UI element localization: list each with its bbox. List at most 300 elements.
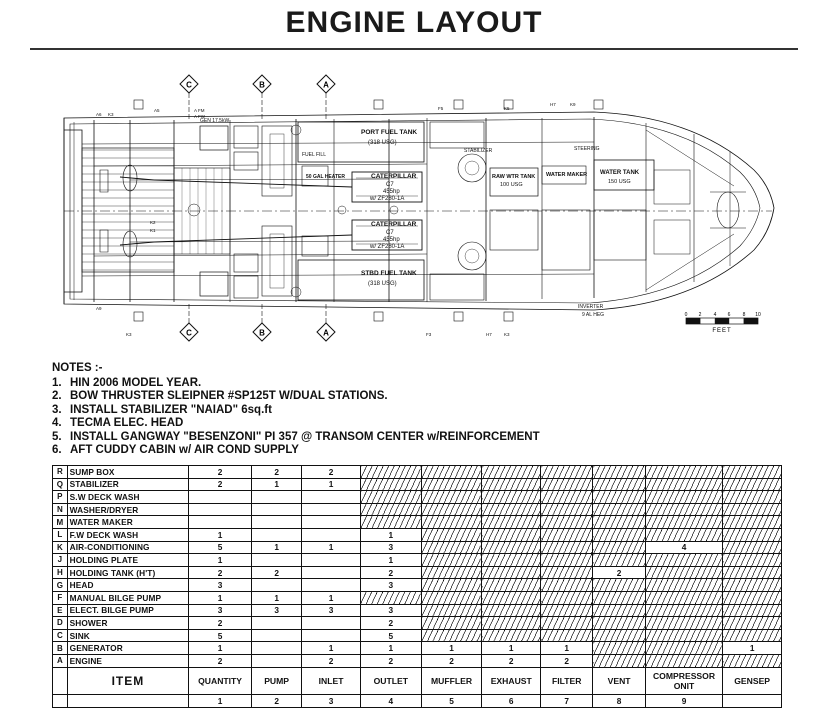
cell: 1 [252, 478, 302, 491]
row-item: SINK [67, 629, 189, 642]
column-number: 2 [252, 694, 302, 707]
cell [541, 591, 593, 604]
cell: 5 [360, 629, 421, 642]
label-engine-1-hp: 455hp [383, 189, 400, 195]
cell: 1 [360, 528, 421, 541]
table-row [53, 604, 782, 617]
cell [645, 591, 723, 604]
notes-block [52, 362, 752, 458]
row-key: F [53, 591, 68, 604]
cell [482, 554, 541, 567]
label-engine-1-brand: CATERPILLAR [371, 173, 417, 180]
row-item: S.W DECK WASH [67, 491, 189, 504]
svg-text:K5: K5 [504, 106, 510, 111]
cell [189, 516, 252, 529]
note-number: 5. [52, 430, 62, 443]
table-row [53, 478, 782, 491]
column-number: 4 [360, 694, 421, 707]
cell: 3 [189, 579, 252, 592]
svg-text:8: 8 [742, 312, 746, 318]
cell [723, 591, 782, 604]
svg-text:F3: F3 [426, 332, 432, 337]
cell [252, 528, 302, 541]
page-header [0, 0, 828, 52]
cell: 3 [189, 604, 252, 617]
label-engine-2-gear: w/ ZF280-1A [370, 244, 405, 250]
svg-text:2: 2 [698, 312, 702, 318]
cell: 1 [302, 478, 361, 491]
note-item [52, 390, 752, 404]
svg-text:C: C [186, 80, 192, 90]
cell [421, 591, 482, 604]
row-item: WASHER/DRYER [67, 503, 189, 516]
table-row [53, 528, 782, 541]
notes-header: NOTES :- [52, 362, 103, 374]
svg-text:A FM: A FM [194, 108, 205, 113]
cell: 2 [360, 617, 421, 630]
cell [723, 466, 782, 479]
cell: 2 [252, 566, 302, 579]
cell [482, 466, 541, 479]
label-stabilizer: STABILIZER [464, 148, 493, 154]
row-key: M [53, 516, 68, 529]
cell [645, 466, 723, 479]
cell [645, 642, 723, 655]
label-fuel-fill: FUEL FILL [302, 152, 326, 158]
cell [541, 466, 593, 479]
cell [302, 617, 361, 630]
boat-plan-svg [34, 60, 796, 358]
cell [421, 604, 482, 617]
cell [645, 604, 723, 617]
cell: 2 [360, 654, 421, 667]
note-item [52, 444, 752, 458]
cell [482, 566, 541, 579]
label-hot-water-heater: 50 GAL HEATER [306, 174, 345, 180]
table-row [53, 566, 782, 579]
cell [541, 617, 593, 630]
cell [482, 617, 541, 630]
row-item: AIR-CONDITIONING [67, 541, 189, 554]
table-row [53, 654, 782, 667]
svg-text:K3: K3 [126, 332, 132, 337]
svg-text:F5: F5 [438, 106, 444, 111]
cell: 5 [189, 629, 252, 642]
label-port-fuel-tank: PORT FUEL TANK [361, 129, 418, 136]
label-water-tank: WATER TANK [600, 170, 640, 176]
cell [593, 503, 645, 516]
label-generator: GEN 17.5kW [200, 118, 230, 124]
cell [593, 541, 645, 554]
cell [645, 629, 723, 642]
row-key: P [53, 491, 68, 504]
cell [482, 528, 541, 541]
table-row [53, 541, 782, 554]
cell: 3 [302, 604, 361, 617]
cell [645, 579, 723, 592]
row-key: R [53, 466, 68, 479]
cell [593, 617, 645, 630]
note-number: 6. [52, 444, 62, 456]
label-water-tank-cap: 150 USG [608, 179, 631, 185]
cell: 1 [541, 642, 593, 655]
row-item: ENGINE [67, 654, 189, 667]
cell [302, 516, 361, 529]
cell [645, 491, 723, 504]
note-number: 1. [52, 376, 62, 389]
label-engine-2-model: C7 [386, 230, 394, 236]
svg-text:K1: K1 [150, 228, 156, 233]
cell: 1 [252, 591, 302, 604]
cell [723, 554, 782, 567]
cell [482, 579, 541, 592]
svg-text:A9: A9 [96, 306, 102, 311]
label-raw-water-tank: RAW WTR TANK [492, 174, 536, 180]
cell: 2 [541, 654, 593, 667]
svg-text:K2: K2 [150, 220, 156, 225]
cell [593, 516, 645, 529]
cell: 1 [252, 541, 302, 554]
cell [421, 554, 482, 567]
cell [541, 579, 593, 592]
svg-text:K3: K3 [108, 112, 114, 117]
cell [593, 528, 645, 541]
row-item: STABILIZER [67, 478, 189, 491]
cell [421, 503, 482, 516]
column-number: 8 [593, 694, 645, 707]
cell [421, 566, 482, 579]
cell [541, 516, 593, 529]
table-row [53, 491, 782, 504]
cell [252, 491, 302, 504]
cell [645, 566, 723, 579]
cell [723, 478, 782, 491]
table-row [53, 591, 782, 604]
column-number: 6 [482, 694, 541, 707]
cell [482, 478, 541, 491]
label-steering: STEERING [574, 146, 600, 152]
row-key: L [53, 528, 68, 541]
header-cell: FILTER [541, 667, 593, 694]
note-text: INSTALL STABILIZER "NAIAD" 6sq.ft [70, 403, 272, 416]
note-number: 2. [52, 390, 62, 402]
column-number: 5 [421, 694, 482, 707]
cell [645, 503, 723, 516]
header-cell: MUFFLER [421, 667, 482, 694]
label-engine-2-hp: 455hp [383, 237, 400, 243]
cell [482, 491, 541, 504]
cell: 3 [360, 604, 421, 617]
table-row [53, 642, 782, 655]
engine-layout-drawing [34, 60, 796, 358]
cell: 1 [302, 541, 361, 554]
cell [593, 478, 645, 491]
cell [723, 541, 782, 554]
row-key: Q [53, 478, 68, 491]
cell [723, 503, 782, 516]
label-port-fuel-cap: (318 USG) [368, 140, 397, 146]
cell [541, 566, 593, 579]
note-number: 4. [52, 417, 62, 429]
header-cell: INLET [302, 667, 361, 694]
table-row [53, 629, 782, 642]
cell: 2 [189, 617, 252, 630]
notes-list [52, 377, 752, 458]
table-row [53, 617, 782, 630]
cell: 4 [645, 541, 723, 554]
svg-text:K3: K3 [504, 332, 510, 337]
cell [723, 654, 782, 667]
svg-text:A: A [323, 328, 329, 338]
cell [482, 629, 541, 642]
cell: 2 [360, 566, 421, 579]
row-item: HOLDING PLATE [67, 554, 189, 567]
label-raw-water-cap: 100 USG [500, 182, 523, 188]
cell: 1 [360, 554, 421, 567]
column-number-blank [723, 694, 782, 707]
cell [421, 579, 482, 592]
svg-text:K9: K9 [570, 102, 576, 107]
row-item: ELECT. BILGE PUMP [67, 604, 189, 617]
table-row [53, 579, 782, 592]
cell: 1 [421, 642, 482, 655]
cell: 3 [360, 579, 421, 592]
cell [360, 503, 421, 516]
cell: 2 [302, 466, 361, 479]
cell: 1 [189, 642, 252, 655]
svg-text:A6: A6 [96, 112, 102, 117]
row-key: N [53, 503, 68, 516]
cell: 1 [482, 642, 541, 655]
cell: 1 [302, 591, 361, 604]
table-row [53, 554, 782, 567]
cell [482, 604, 541, 617]
cell [421, 541, 482, 554]
cell: 2 [189, 466, 252, 479]
cell [645, 617, 723, 630]
cell [482, 516, 541, 529]
cell [421, 478, 482, 491]
cell [541, 541, 593, 554]
cell [252, 654, 302, 667]
row-key: B [53, 642, 68, 655]
row-item: GENERATOR [67, 642, 189, 655]
page-title: ENGINE LAYOUT [285, 6, 543, 39]
row-key: A [53, 654, 68, 667]
cell [302, 566, 361, 579]
header-cell: PUMP [252, 667, 302, 694]
cell [593, 654, 645, 667]
note-item [52, 417, 752, 431]
cell: 2 [302, 654, 361, 667]
cell [593, 579, 645, 592]
cell [302, 554, 361, 567]
cell: 2 [189, 478, 252, 491]
cell [252, 554, 302, 567]
cell [252, 629, 302, 642]
cell [723, 516, 782, 529]
label-engine-1-model: C7 [386, 182, 394, 188]
cell [723, 617, 782, 630]
row-key: G [53, 579, 68, 592]
footer-item-blank [67, 694, 189, 707]
cell [360, 478, 421, 491]
cell [541, 554, 593, 567]
cell: 2 [189, 654, 252, 667]
label-water-maker: WATER MAKER [546, 172, 588, 178]
svg-text:A: A [323, 80, 329, 90]
cell [421, 528, 482, 541]
footer-key-blank [53, 694, 68, 707]
note-text: TECMA ELEC. HEAD [70, 417, 184, 429]
table-header-row [53, 667, 782, 694]
station-marks-bottom [180, 304, 335, 341]
cell: 2 [252, 466, 302, 479]
cell: 2 [421, 654, 482, 667]
row-item: WATER MAKER [67, 516, 189, 529]
equipment-schedule [52, 465, 782, 706]
cell [302, 579, 361, 592]
cell [421, 516, 482, 529]
title-divider [30, 48, 798, 50]
cell [723, 566, 782, 579]
header-cell: EXHAUST [482, 667, 541, 694]
cell [593, 629, 645, 642]
row-item: HOLDING TANK (H'T) [67, 566, 189, 579]
cell: 1 [189, 528, 252, 541]
cell [421, 617, 482, 630]
cell [302, 491, 361, 504]
note-item [52, 404, 752, 418]
header-cell: COMPRESSOR ONIT [645, 667, 723, 694]
header-key-blank [53, 667, 68, 694]
cell [645, 654, 723, 667]
cell: 1 [302, 642, 361, 655]
cell [482, 503, 541, 516]
cell: 2 [189, 566, 252, 579]
row-key: H [53, 566, 68, 579]
cell: 1 [723, 642, 782, 655]
svg-text:0: 0 [684, 312, 688, 318]
row-key: K [53, 541, 68, 554]
cell [593, 642, 645, 655]
cell [541, 604, 593, 617]
column-number: 7 [541, 694, 593, 707]
cell [645, 516, 723, 529]
cell [482, 591, 541, 604]
cell: 1 [360, 642, 421, 655]
cell [541, 629, 593, 642]
cell [541, 491, 593, 504]
cell: 5 [189, 541, 252, 554]
cell [302, 528, 361, 541]
column-number: 3 [302, 694, 361, 707]
svg-text:C: C [186, 328, 192, 338]
note-text: HIN 2006 MODEL YEAR. [70, 376, 202, 389]
cell [541, 503, 593, 516]
table-row [53, 516, 782, 529]
cell [593, 591, 645, 604]
header-cell: QUANTITY [189, 667, 252, 694]
cell [723, 604, 782, 617]
svg-text:A FW: A FW [194, 114, 205, 119]
row-key: J [53, 554, 68, 567]
cell [189, 491, 252, 504]
cell [360, 591, 421, 604]
svg-text:4: 4 [713, 312, 717, 318]
cell [723, 491, 782, 504]
table-row [53, 466, 782, 479]
cell [593, 604, 645, 617]
row-key: C [53, 629, 68, 642]
row-item: MANUAL BILGE PUMP [67, 591, 189, 604]
header-cell: OUTLET [360, 667, 421, 694]
cell [593, 466, 645, 479]
svg-text:B: B [259, 328, 265, 338]
cell [252, 503, 302, 516]
cell [645, 528, 723, 541]
cell [252, 579, 302, 592]
cell: 1 [189, 554, 252, 567]
row-item: F.W DECK WASH [67, 528, 189, 541]
header-cell: VENT [593, 667, 645, 694]
svg-text:FEET: FEET [712, 328, 732, 334]
cell [645, 478, 723, 491]
cell [360, 466, 421, 479]
cell [482, 541, 541, 554]
cell [252, 642, 302, 655]
row-key: D [53, 617, 68, 630]
cell [723, 528, 782, 541]
note-item [52, 431, 752, 445]
cell [189, 503, 252, 516]
header-cell: GENSEP [723, 667, 782, 694]
cell [252, 617, 302, 630]
table-row [53, 503, 782, 516]
scale-bar [685, 312, 761, 334]
note-item [52, 377, 752, 391]
cell [421, 466, 482, 479]
svg-text:6: 6 [727, 312, 731, 318]
cell: 1 [189, 591, 252, 604]
column-number: 1 [189, 694, 252, 707]
cell [360, 491, 421, 504]
label-inverter: INVERTER [578, 304, 604, 310]
cell [252, 516, 302, 529]
row-item: SHOWER [67, 617, 189, 630]
cell [541, 528, 593, 541]
note-text: BOW THRUSTER SLEIPNER #SP125T W/DUAL STATIONS. [70, 390, 388, 402]
cell: 3 [360, 541, 421, 554]
cell [723, 629, 782, 642]
svg-text:H7: H7 [486, 332, 492, 337]
cell [302, 503, 361, 516]
cell [541, 478, 593, 491]
row-item: HEAD [67, 579, 189, 592]
cell [302, 629, 361, 642]
note-number: 3. [52, 403, 62, 416]
label-engine-1-gear: w/ ZF280-1A [370, 196, 405, 202]
cell [421, 629, 482, 642]
row-key: E [53, 604, 68, 617]
cell [421, 491, 482, 504]
cell: 2 [593, 566, 645, 579]
label-engine-2-brand: CATERPILLAR [371, 221, 417, 228]
label-stbd-fuel-cap: (318 USG) [368, 281, 397, 287]
svg-text:H7: H7 [550, 102, 556, 107]
cell [645, 554, 723, 567]
row-item: SUMP BOX [67, 466, 189, 479]
